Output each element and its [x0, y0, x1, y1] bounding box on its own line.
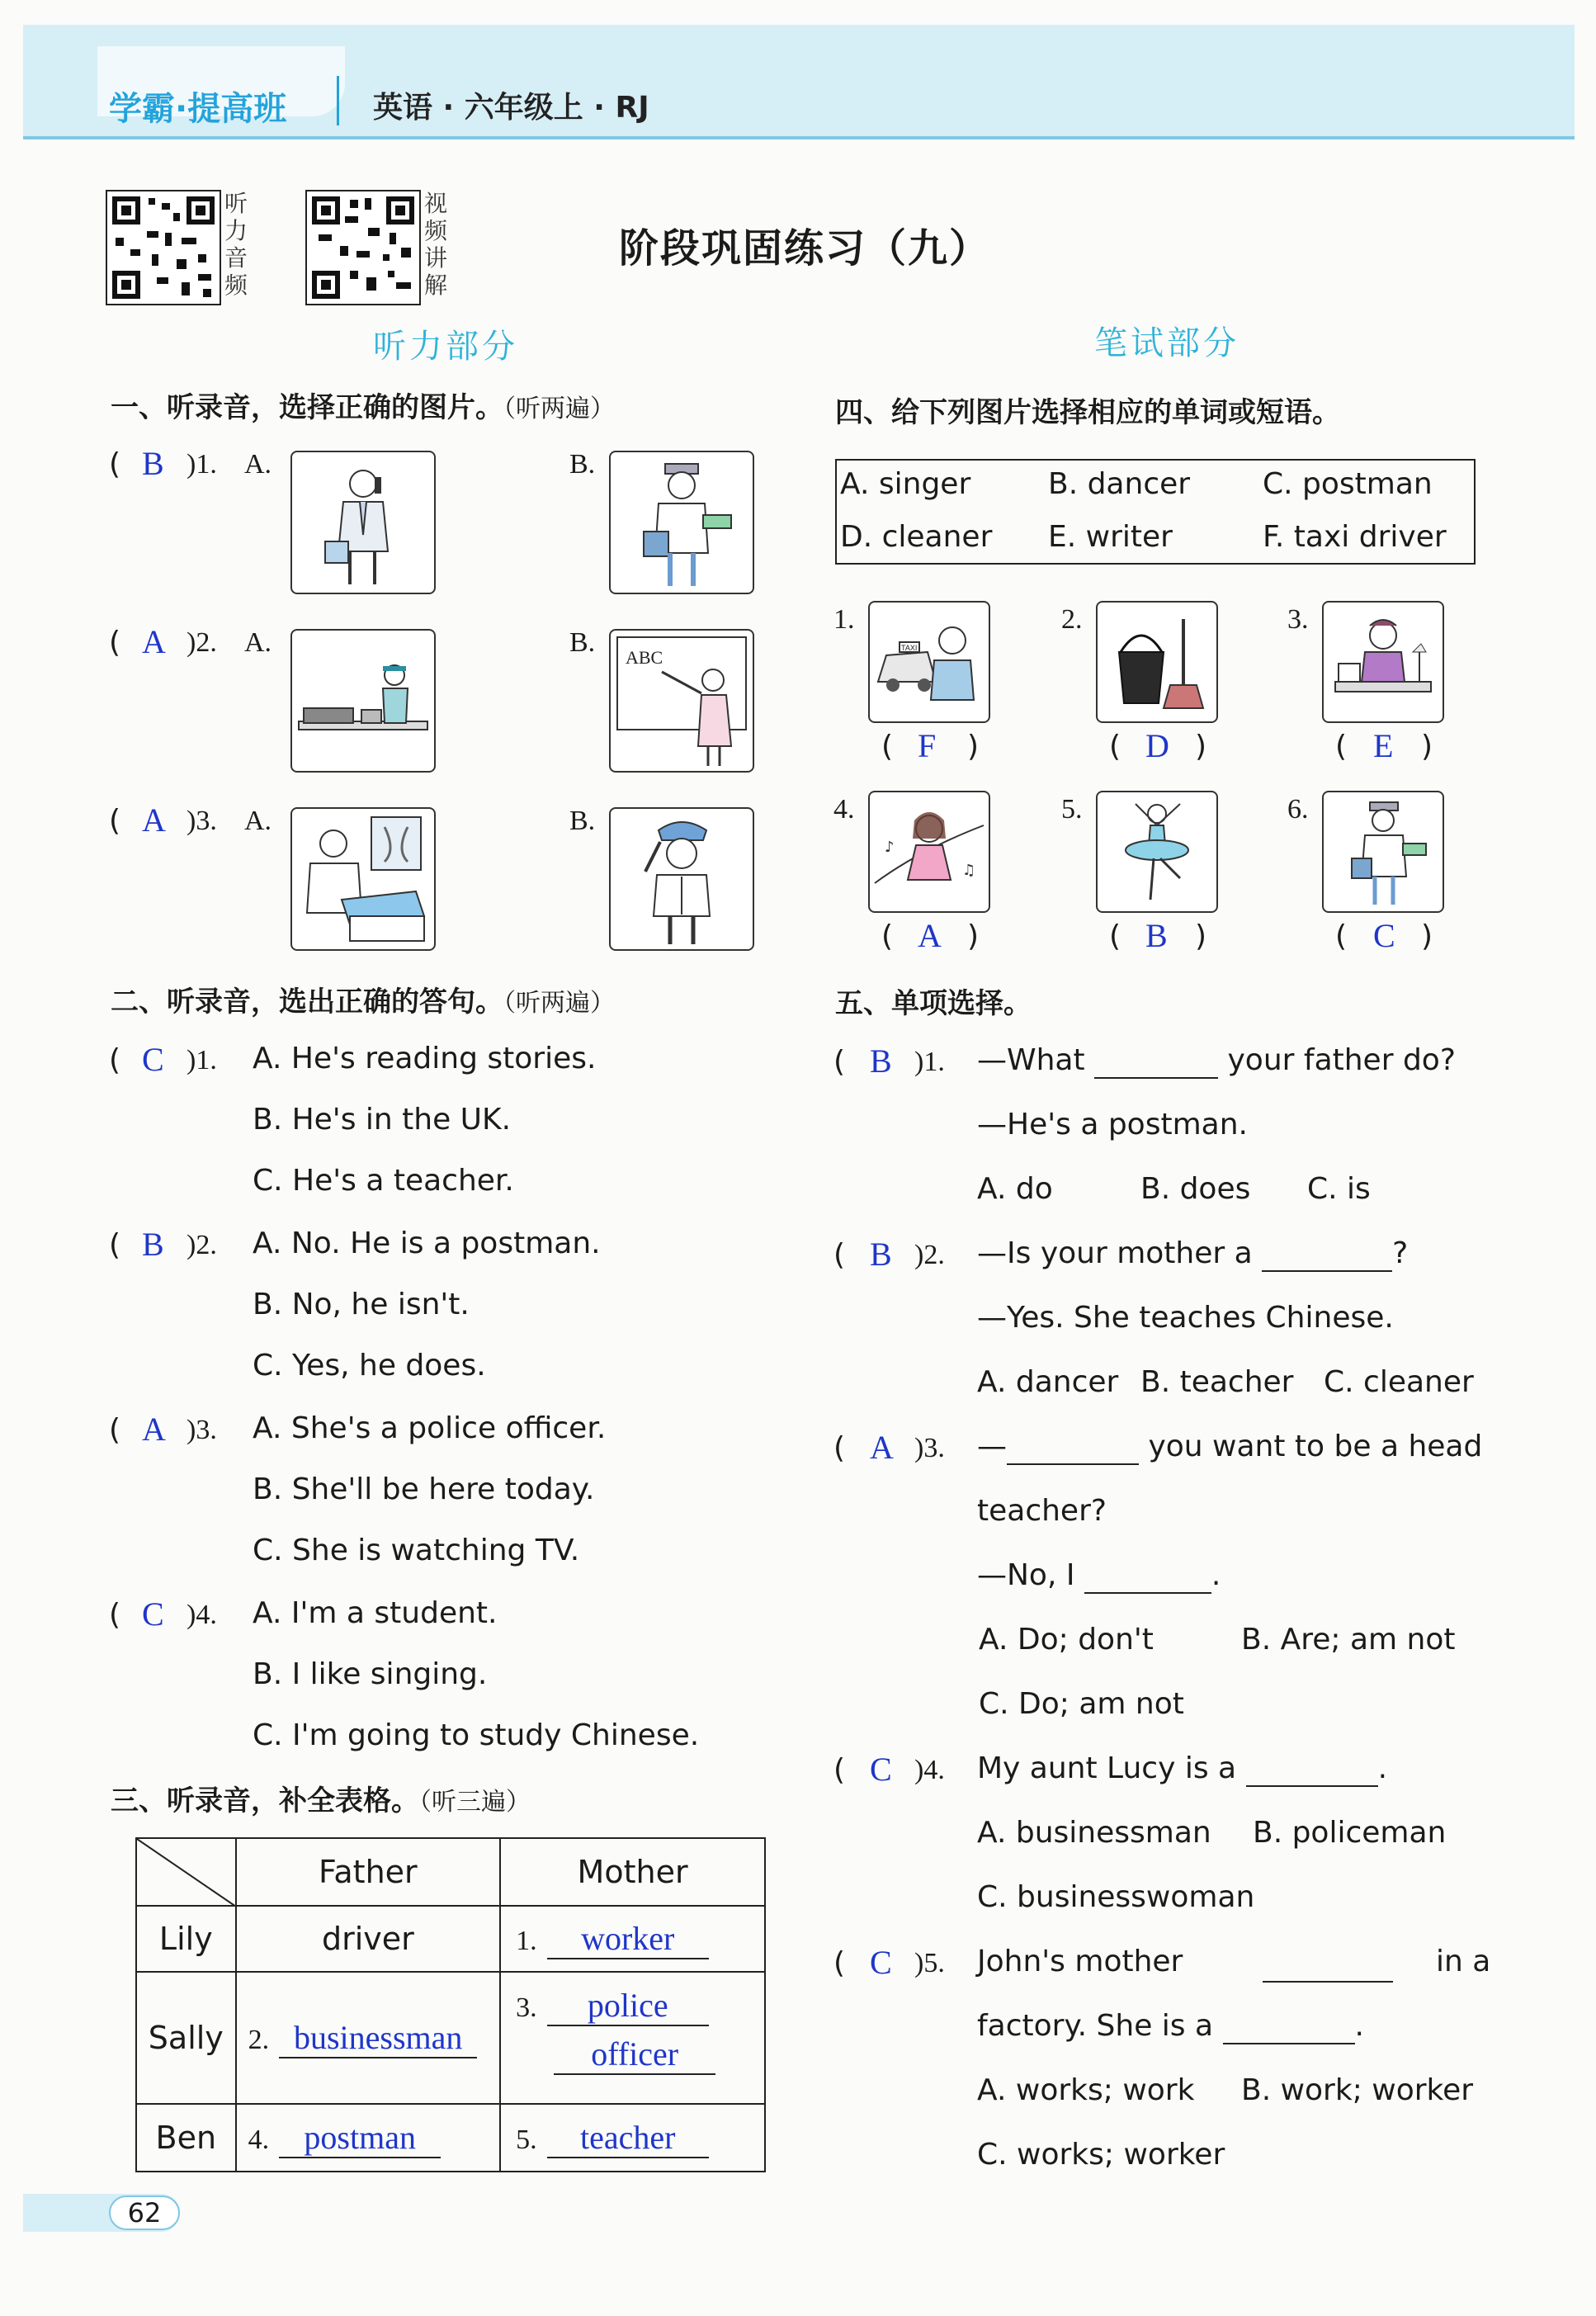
q5-item4-option-a: A. businessman [977, 1816, 1211, 1850]
q2-item1-option-a: A. He's reading stories. [253, 1042, 597, 1075]
q4-item6-number: 6. [1287, 794, 1309, 825]
q3-blank3-line1 [516, 1986, 763, 2026]
q3-header-father: Father [236, 1838, 501, 1906]
q2-item3-option-c: C. She is watching TV. [253, 1534, 580, 1567]
taxi-driver-picture [870, 603, 989, 721]
q4-option-c: C. postman [1263, 467, 1433, 501]
q5-item3-line1-cont: teacher? [977, 1494, 1107, 1528]
q5-item3-line1-end: you want to be a head [1148, 1430, 1483, 1463]
q4-item3-answer[interactable]: E [1373, 727, 1394, 764]
q5-item2-line1-start: —Is your mother a [977, 1236, 1253, 1270]
q4-item3-paren-open: ( [1335, 730, 1348, 763]
q2-item3-answer[interactable]: A [142, 1411, 166, 1448]
q3-row-ben-mother-cell [500, 2104, 765, 2172]
q2-item1-option-b: B. He's in the UK. [253, 1103, 512, 1137]
q5-item1-line2: —He's a postman. [977, 1108, 1248, 1141]
q2-item4-option-a: A. I'm a student. [253, 1596, 498, 1630]
q1-item2-option-a-label: A. [244, 627, 272, 658]
page-number: 62 [127, 2197, 162, 2229]
q4-item6-paren-close: ) [1421, 919, 1433, 953]
q4-item5-number: 5. [1061, 794, 1083, 825]
q4-item1-paren-close: ) [967, 730, 980, 763]
q3-row-ben-name: Ben [136, 2104, 236, 2172]
q5-item3-blank1[interactable] [1007, 1430, 1139, 1465]
q5-item2-blank[interactable] [1262, 1236, 1392, 1272]
q3-blank3-answer-line1[interactable]: police [547, 1986, 709, 2026]
q5-item1-line1-end: your father do? [1227, 1043, 1456, 1077]
brand-logo: 学霸·提高班 [109, 90, 287, 128]
q2-item4-option-b: B. I like singing. [253, 1657, 488, 1691]
page-number-badge [109, 2195, 180, 2230]
police-officer-picture [611, 809, 753, 949]
q5-item3-line2-start: —No, I [977, 1558, 1075, 1592]
q1-item3-option-b-label: B. [569, 806, 596, 836]
q1-item1-number: )1. [187, 449, 217, 480]
q5-item1-blank[interactable] [1094, 1043, 1218, 1079]
q1-item2-paren-open: ( [109, 626, 121, 659]
q5-item2-option-c: C. cleaner [1324, 1365, 1474, 1399]
q4-item1-answer[interactable]: F [918, 727, 937, 764]
bucket-broom-picture [1098, 603, 1216, 721]
q5-item2-option-a: A. dancer [977, 1365, 1119, 1399]
q4-option-f: F. taxi driver [1263, 520, 1447, 554]
q2-item1-answer[interactable]: C [142, 1041, 164, 1078]
q1-item3-paren-open: ( [109, 804, 121, 838]
q5-item2-option-b: B. teacher [1140, 1365, 1294, 1399]
q5-item1-paren-open: ( [833, 1045, 846, 1079]
q5-item2-number: )2. [914, 1240, 945, 1270]
q5-item2-answer[interactable]: B [870, 1236, 892, 1273]
q1-item3-option-a-label: A. [244, 806, 272, 836]
q4-item2-picture[interactable] [1096, 601, 1218, 723]
page-title: 阶段巩固练习（九） [619, 225, 991, 272]
q2-item4-answer[interactable]: C [142, 1595, 164, 1633]
q4-item1-paren-open: ( [881, 730, 894, 763]
q1-item2-number: )2. [187, 627, 217, 658]
q4-item6-picture[interactable] [1322, 791, 1444, 913]
q4-item5-answer[interactable]: B [1145, 917, 1168, 954]
q5-item2-line2: —Yes. She teaches Chinese. [977, 1301, 1394, 1335]
q3-row-lily-name: Lily [136, 1906, 236, 1972]
q5-item5-number: )5. [914, 1948, 945, 1978]
q3-blank3-line2 [516, 2035, 763, 2075]
abc-board-text: ABC [626, 647, 663, 668]
music-note-icon-2: ♫ [962, 862, 976, 879]
q5-item4-option-b: B. policeman [1253, 1816, 1447, 1850]
video-qr-label: 视频讲解 [424, 190, 448, 299]
video-qr-code[interactable] [305, 190, 421, 305]
q5-item4-number: )4. [914, 1755, 945, 1785]
writer-picture [1324, 603, 1443, 721]
q4-item4-paren-close: ) [967, 919, 980, 953]
q3-title-text: 三、听录音，补全表格。 [111, 1784, 419, 1817]
q2-title-text: 二、听录音，选出正确的答句。 [111, 985, 503, 1019]
q5-item3-option-b: B. Are; am not [1241, 1623, 1456, 1657]
q5-item1-number: )1. [914, 1047, 945, 1077]
q5-item3-line2-end: . [1211, 1558, 1221, 1592]
q2-item3-option-a: A. She's a police officer. [253, 1411, 607, 1445]
q4-item4-answer[interactable]: A [918, 917, 942, 954]
q4-item1-number: 1. [833, 604, 855, 635]
q3-table [135, 1837, 766, 2172]
q4-item6-paren-open: ( [1335, 919, 1348, 953]
writing-section-heading: 笔试部分 [1094, 324, 1239, 362]
q2-title [111, 979, 615, 1019]
q4-item3-picture[interactable] [1322, 601, 1444, 723]
q1-title [111, 385, 615, 425]
q4-item5-paren-close: ) [1195, 919, 1207, 953]
postman-picture [611, 452, 753, 593]
q5-item5-option-a: A. works; work [977, 2073, 1195, 2107]
q5-item2-paren-open: ( [833, 1238, 846, 1272]
q3-blank5-answer[interactable]: teacher [547, 2118, 709, 2158]
q3-blank3-answer-line2[interactable]: officer [554, 2035, 715, 2075]
q5-item3-line1-start: — [977, 1430, 1007, 1463]
q4-item3-paren-close: ) [1421, 730, 1433, 763]
q1-item1-option-b-label: B. [569, 449, 596, 480]
dancer-picture [1098, 792, 1216, 911]
q2-note: （听两遍） [503, 989, 615, 1018]
q5-item4-option-c: C. businesswoman [977, 1880, 1255, 1914]
q5-item5-line2-start: factory. She is a [977, 2009, 1214, 2043]
postman-small-picture [1324, 792, 1443, 911]
q4-title: 四、给下列图片选择相应的单词或短语。 [835, 396, 1340, 429]
q5-item3-option-a: A. Do; don't [979, 1623, 1154, 1657]
q5-item1-answer[interactable]: B [870, 1042, 892, 1080]
q1-item2-option-b-label: B. [569, 627, 596, 658]
q5-item5-answer[interactable]: C [870, 1944, 892, 1981]
doctor-picture [292, 809, 434, 949]
q1-item1-option-a-label: A. [244, 449, 272, 480]
q5-item5-line1-start: John's mother [977, 1945, 1183, 1978]
q1-item2-picture-a[interactable] [290, 629, 436, 773]
q4-item5-picture[interactable] [1096, 791, 1218, 913]
q5-item1-option-c: C. is [1307, 1172, 1371, 1206]
q5-item4-blank[interactable] [1246, 1751, 1378, 1787]
q1-item1-picture-a[interactable] [290, 451, 436, 594]
q3-blank5-number: 5. [516, 2124, 537, 2155]
q5-item3-number: )3. [914, 1433, 945, 1463]
q1-item1-paren-open: ( [109, 447, 121, 481]
q5-item5-line1-end: in a [1436, 1945, 1491, 1978]
q1-item1-picture-b[interactable] [609, 451, 754, 594]
q4-item2-paren-open: ( [1109, 730, 1121, 763]
q4-item4-picture[interactable] [868, 791, 990, 913]
q3-row-lily-mother-cell [500, 1906, 765, 1972]
q4-option-e: E. writer [1048, 520, 1173, 554]
q5-item5-option-b: B. work; worker [1241, 2073, 1474, 2107]
q5-item5-line2 [977, 2009, 1364, 2044]
q5-item3-line2 [977, 1558, 1221, 1594]
q1-item3-picture-a[interactable] [290, 807, 436, 951]
q5-item3-option-c: C. Do; am not [979, 1687, 1184, 1721]
q3-row-ben-father-cell [236, 2104, 501, 2172]
q1-note: （听两遍） [503, 395, 615, 423]
q4-item6-answer[interactable]: C [1373, 917, 1395, 954]
q2-item4-number: )4. [187, 1600, 217, 1630]
worker-factory-picture [292, 631, 434, 771]
q3-blank4-number: 4. [248, 2124, 270, 2155]
q5-item1-option-a: A. do [977, 1172, 1053, 1206]
q1-title-text: 一、听录音，选择正确的图片。 [111, 391, 503, 424]
q3-blank1-number: 1. [516, 1925, 537, 1956]
header-divider [337, 76, 339, 125]
q5-item2-line1-end: ? [1392, 1236, 1409, 1270]
header-subtitle: 英语 · 六年级上 · RJ [373, 91, 649, 125]
q3-blank4-answer[interactable]: postman [279, 2118, 441, 2158]
q4-item4-number: 4. [833, 794, 855, 825]
q4-option-b: B. dancer [1048, 467, 1191, 501]
q2-item2-option-b: B. No, he isn't. [253, 1288, 470, 1321]
taxi-sign-text: TAXI [901, 644, 918, 652]
q5-item5-option-c: C. works; worker [977, 2138, 1225, 2172]
q5-item3-paren-open: ( [833, 1431, 846, 1465]
q3-row-lily-father: driver [236, 1906, 501, 1972]
q4-item1-picture[interactable] [868, 601, 990, 723]
q5-item4-paren-open: ( [833, 1753, 846, 1787]
q4-item4-paren-open: ( [881, 919, 894, 953]
q1-item2-answer[interactable]: A [142, 623, 166, 660]
q3-row-sally-name: Sally [136, 1972, 236, 2104]
q1-item3-number: )3. [187, 806, 217, 836]
q5-item1-line1-start: —What [977, 1043, 1085, 1077]
q5-item4-line1 [977, 1751, 1387, 1787]
q2-item2-number: )2. [187, 1230, 217, 1260]
listen-qr-code[interactable] [106, 190, 221, 305]
q5-item1-option-b: B. does [1140, 1172, 1251, 1206]
q2-item2-paren-open: ( [109, 1228, 121, 1262]
q5-item3-answer[interactable]: A [870, 1429, 894, 1466]
q2-item3-paren-open: ( [109, 1413, 121, 1447]
q1-item3-answer[interactable]: A [142, 801, 166, 839]
q5-item5-blank1[interactable] [1263, 1979, 1393, 1983]
teacher-blackboard-picture [611, 631, 753, 771]
q4-item3-number: 3. [1287, 604, 1309, 635]
q5-item5-line2-end: . [1354, 2009, 1364, 2043]
q2-item3-number: )3. [187, 1415, 217, 1445]
q4-item5-paren-open: ( [1109, 919, 1121, 953]
q3-blank2-number: 2. [248, 2024, 270, 2055]
q5-item5-blank2[interactable] [1223, 2009, 1355, 2044]
q3-table-corner [136, 1838, 236, 1906]
q5-item1-line1 [977, 1043, 1456, 1079]
diagonal-line [137, 1839, 236, 1907]
q3-row-sally-mother-cell [500, 1972, 765, 2104]
q2-item2-answer[interactable]: B [142, 1226, 164, 1263]
q5-item2-line1 [977, 1236, 1408, 1272]
q3-blank3-number: 3. [516, 1992, 537, 2023]
q5-item4-answer[interactable]: C [870, 1751, 892, 1788]
q2-item1-number: )1. [187, 1045, 217, 1075]
music-note-icon: ♪ [885, 839, 895, 856]
q4-option-a: A. singer [840, 467, 971, 501]
q2-item4-paren-open: ( [109, 1598, 121, 1632]
q3-blank1-answer[interactable]: worker [547, 1919, 709, 1959]
q4-option-d: D. cleaner [840, 520, 993, 554]
q3-title [111, 1778, 531, 1818]
q5-item4-line1-start: My aunt Lucy is a [977, 1751, 1237, 1785]
q2-item1-option-c: C. He's a teacher. [253, 1164, 514, 1198]
businessman-phone-picture [292, 452, 434, 593]
q2-item3-option-b: B. She'll be here today. [253, 1472, 595, 1506]
q2-item4-option-c: C. I'm going to study Chinese. [253, 1718, 700, 1752]
q3-blank2-answer[interactable]: businessman [279, 2018, 477, 2058]
q2-item2-option-c: C. Yes, he does. [253, 1349, 486, 1383]
q5-title: 五、单项选择。 [835, 987, 1032, 1020]
q1-item3-picture-b[interactable] [609, 807, 754, 951]
q5-item5-paren-open: ( [833, 1946, 846, 1980]
q3-note: （听三遍） [419, 1788, 531, 1817]
q5-item3-blank2[interactable] [1084, 1558, 1211, 1594]
q4-word-bank [835, 459, 1476, 565]
q2-item1-paren-open: ( [109, 1043, 121, 1077]
q3-row-sally-father-cell [236, 1972, 501, 2104]
listening-section-heading: 听力部分 [373, 328, 518, 366]
q5-item4-line1-end: . [1377, 1751, 1388, 1785]
q4-item2-paren-close: ) [1195, 730, 1207, 763]
q1-item2-picture-b[interactable] [609, 629, 754, 773]
q4-item2-number: 2. [1061, 604, 1083, 635]
q4-item2-answer[interactable]: D [1145, 727, 1169, 764]
listen-qr-label: 听力音频 [224, 190, 248, 299]
q5-item3-line1 [977, 1430, 1482, 1465]
singer-picture [870, 792, 989, 911]
q1-item1-answer[interactable]: B [142, 445, 164, 482]
q3-header-mother: Mother [500, 1838, 765, 1906]
q2-item2-option-a: A. No. He is a postman. [253, 1227, 601, 1260]
